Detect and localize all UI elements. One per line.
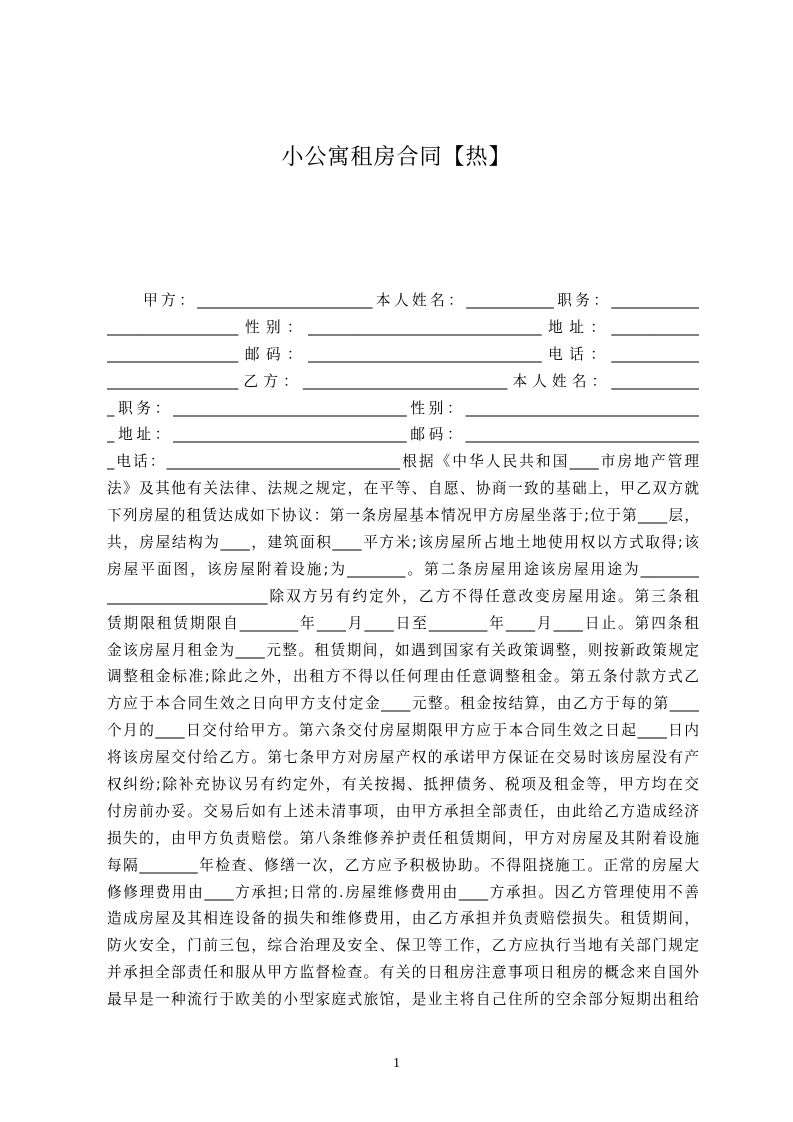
- body-line: 调整租金标准;除此之外，出租方不得以任何理由任意调整租金。第五条付款方式乙: [107, 668, 699, 686]
- body-line: _职务：________________________________性别：________________________________: [107, 399, 699, 417]
- body-line: 甲方：________________________本人姓名：____________职务：____________: [107, 292, 699, 309]
- body-line: 下列房屋的租赁达成如下协议：第一条房屋基本情况甲方房屋坐落于;位于第____层，: [107, 507, 699, 525]
- body-line: 房屋平面图，该房屋附着设施;为________。第二条房屋用途该房屋用途为________: [107, 560, 699, 578]
- body-line: 个月的____日交付给甲方。第六条交付房屋期限甲方应于本合同生效之日起____日内: [107, 722, 699, 740]
- body-line: 并承担全部责任和服从甲方监督检查。有关的日租房注意事项日租房的概念来自国外: [107, 964, 699, 982]
- body-line: 共，房屋结构为____，建筑面积____平方米;该房屋所占地土地使用权以方式取得;该: [107, 534, 699, 552]
- body-line: 每隔________年检查、修缮一次，乙方应予积极协助。不得阻挠施工。正常的房屋大: [107, 856, 699, 874]
- body-line: __________________乙方：____________________________本人姓名：____________: [107, 372, 699, 390]
- body-line: 损失的，由甲方负责赔偿。第八条维修养护责任租赁期间，甲方对房屋及其附着设施: [107, 829, 699, 847]
- contract-body: [107, 288, 699, 1014]
- document-title: 小公寓租房合同【热】: [281, 145, 512, 170]
- body-line: 赁期限租赁期限自________年____月____日至________年____月____日止。第四条租: [107, 614, 699, 632]
- body-line: 法》及其他有关法律、法规之规定，在平等、自愿、协商一致的基础上，甲乙双方就: [107, 480, 699, 498]
- body-line: __________________性别：________________________________地址：____________: [107, 318, 699, 336]
- body-line: __________________邮码：________________________________电话：____________: [107, 345, 699, 363]
- body-line: 权纠纷;除补充协议另有约定外，有关按揭、抵押债务、税项及租金等，甲方均在交: [107, 776, 699, 794]
- body-line: 造成房屋及其相连设备的损失和维修费用，由乙方承担并负责赔偿损失。租赁期间，: [107, 910, 699, 928]
- body-line: ______________________除双方另有约定外，乙方不得任意改变房屋用途。第三条租: [107, 587, 699, 605]
- page-number: 1: [393, 1056, 400, 1071]
- body-line: 将该房屋交付给乙方。第七条甲方对房屋产权的承诺甲方保证在交易时该房屋没有产: [107, 749, 699, 767]
- body-line: 防火安全，门前三包，综合治理及安全、保卫等工作，乙方应执行当地有关部门规定: [107, 937, 699, 955]
- body-line: 付房前办妥。交易后如有上述未清事项，由甲方承担全部责任，由此给乙方造成经济: [107, 802, 699, 820]
- body-line: 方应于本合同生效之日向甲方支付定金____元整。租金按结算，由乙方于每的第____: [107, 695, 699, 713]
- body-line: 修修理费用由____方承担;日常的.房屋维修费用由____方承担。因乙方管理使用不善: [107, 883, 699, 901]
- body-line: _电话：________________________________根据《中华人民共和国____市房地产管理: [107, 453, 699, 471]
- body-line: _地址：________________________________邮码：________________________________: [107, 426, 699, 444]
- body-line: 金该房屋月租金为____元整。租赁期间，如遇到国家有关政策调整，则按新政策规定: [107, 641, 699, 659]
- body-line: 最早是一种流行于欧美的小型家庭式旅馆，是业主将自己住所的空余部分短期出租给: [107, 991, 699, 1009]
